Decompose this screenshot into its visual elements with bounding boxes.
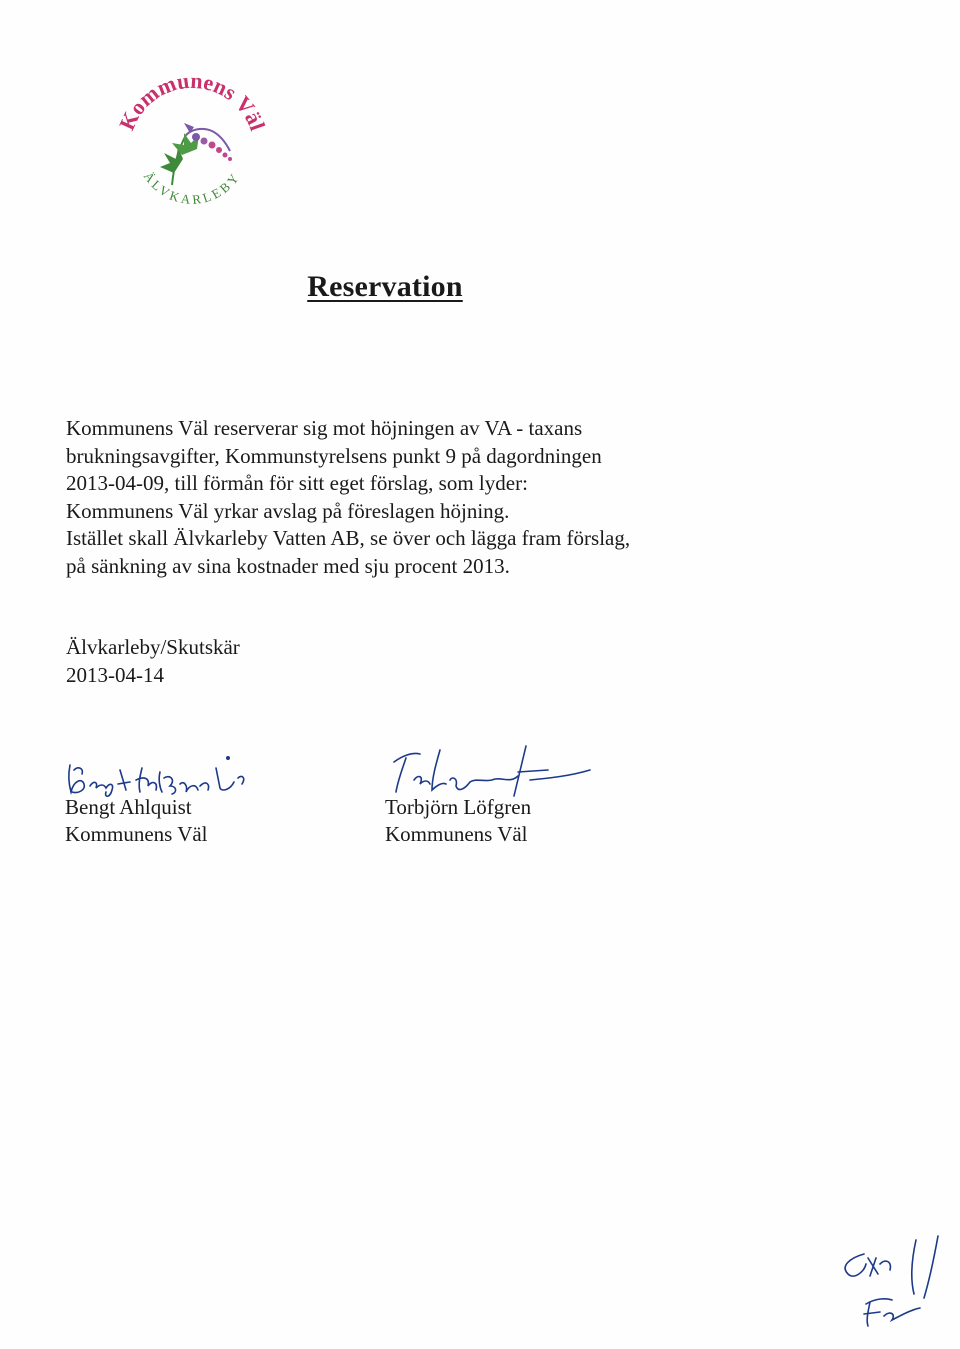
signatory-name: Torbjörn Löfgren	[385, 795, 532, 819]
flower-seal-icon	[160, 123, 232, 185]
signatory-org: Kommunens Väl	[385, 822, 528, 846]
signatory-name: Bengt Ahlquist	[65, 795, 192, 819]
body-line: Kommunens Väl reserverar sig mot höjningen av VA - taxans	[66, 416, 583, 440]
signatory-name-block	[385, 794, 531, 848]
title-text: Reservation	[307, 270, 463, 303]
body-paragraph	[66, 415, 786, 580]
signature-block-right	[380, 740, 640, 850]
place-date-block	[66, 633, 240, 689]
handwritten-initials-icon	[820, 1228, 950, 1338]
logo-text-top: Kommunens Väl	[113, 67, 271, 134]
body-line: Istället skall Älvkarleby Vatten AB, se över och lägga fram förslag,	[66, 526, 631, 550]
body-line: brukningsavgifter, Kommunstyrelsens punkt 9 på dagordningen	[66, 443, 602, 468]
place: Älvkarleby/Skutskär	[66, 635, 240, 659]
signatory-org: Kommunens Väl	[65, 822, 208, 846]
signature-block-left	[60, 740, 320, 850]
document-title	[0, 270, 770, 304]
organization-logo	[112, 55, 272, 225]
body-line: Kommunens Väl yrkar avslag på föreslagen höjning.	[66, 498, 510, 523]
signatory-name-block	[65, 794, 208, 848]
body-line: 2013-04-09, till förmån för sitt eget förslag, som lyder:	[66, 471, 528, 495]
date: 2013-04-14	[66, 663, 164, 687]
logo-text-bottom: ÄLVKARLEBY	[140, 168, 244, 208]
body-line: på sänkning av sina kostnader med sju procent 2013.	[66, 553, 510, 578]
